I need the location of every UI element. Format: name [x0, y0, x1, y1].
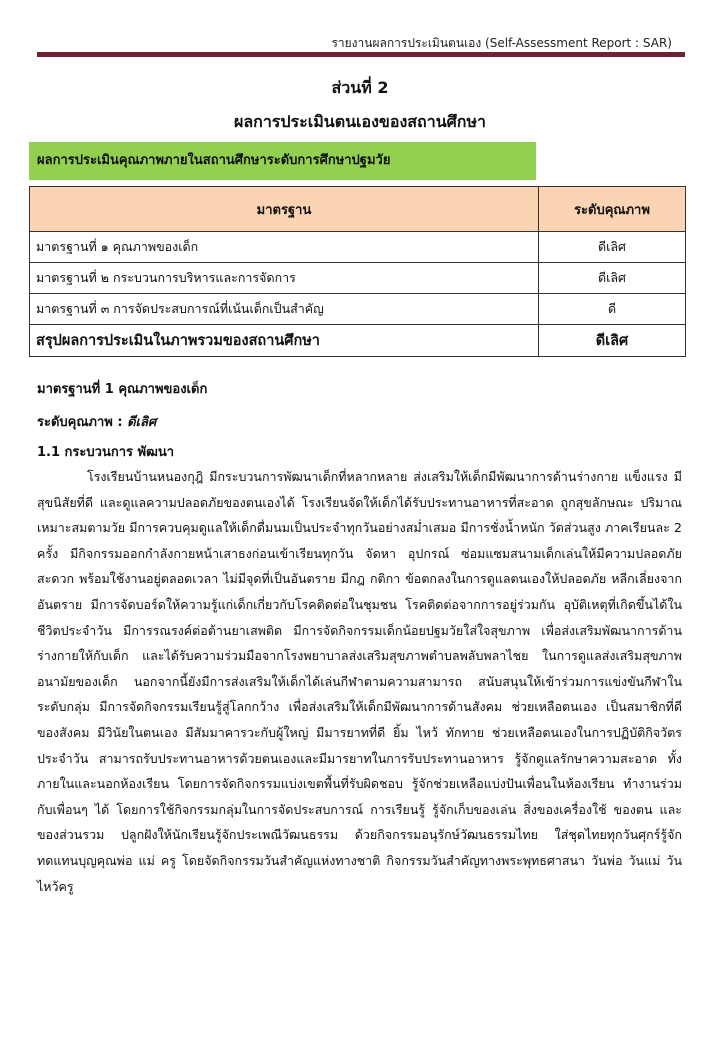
quality-value: ดีเลิศ — [127, 415, 157, 430]
standard-cell: มาตรฐานที่ ๑ คุณภาพของเด็ก — [30, 232, 539, 263]
body-text — [37, 464, 682, 899]
part-title: ส่วนที่ 2 — [331, 78, 389, 97]
standard-heading: มาตรฐานที่ 1 คุณภาพของเด็ก — [37, 382, 208, 397]
table-row — [30, 294, 686, 325]
standards-table — [29, 186, 686, 357]
table-row — [30, 232, 686, 263]
subsection-heading: 1.1 กระบวนการ พัฒนา — [37, 445, 175, 460]
report-header-title: รายงานผลการประเมินตนเอง (Self-Assessment Report : SAR) — [331, 36, 672, 50]
header-divider — [37, 52, 685, 57]
summary-label: สรุปผลการประเมินในภาพรวมของสถานศึกษา — [30, 325, 539, 357]
summary-row — [30, 325, 686, 357]
standard-cell: มาตรฐานที่ ๒ กระบวนการบริหารและการจัดการ — [30, 263, 539, 294]
column-header-level: ระดับคุณภาพ — [539, 187, 686, 232]
level-cell: ดีเลิศ — [539, 232, 686, 263]
paragraph: โรงเรียนบ้านหนองกุฎิ มีกระบวนการพัฒนาเด็กที่หลากหลาย ส่งเสริมให้เด็กมีพัฒนาการด้านร่างกาย แข็งแรง มีสุขนิสัยที่ดี และดูแลความปลอดภัยของตนเองได้ โรงเรียนจัดให้เด็กได้รับประทานอาหารที่สะอาด ถูกสุขลักษณะ ปริมาณเหมาะสมตามวัย มีการควบคุมดูแลให้เด็กดื่มนมเป็นประจำทุกวันอย่างสม่ำเสมอ มีการชั่งน้ำหนัก วัดส่วนสูง ภาคเรียนละ 2 ครั้ง มีกิจกรรมออกกำลังกายหน้าเสาธงก่อนเข้าเรียนทุกวัน จัดหา อุปกรณ์ ซ่อมแซมสนามเด็กเล่นให้มีความปลอดภัย สะดวก พร้อมใช้งานอยู่ตลอดเวลา ไม่มีจุดที่เป็นอันตราย มีกฎ กติกา ข้อตกลงในการดูแลตนเองให้ปลอดภัย หลีกเลี่ยงจากอันตราย มีการจัดบอร์ดให้ความรู้แก่เด็กเกี่ยวกับโรคติดต่อในชุมชน โรคติดต่อจากการอยู่ร่วมกัน อุบัติเหตุที่เกิดขึ้นได้ในชีวิตประจำวัน มีการรณรงค์ต่อต้านยาเสพติด มีการจัดกิจกรรมเด็กน้อยปฐมวัยใส่ใจสุขภาพ เพื่อส่งเสริมพัฒนาการด้านร่างกายให้กับเด็ก และได้รับความร่วมมือจากโรงพยาบาลส่งเสริมสุขภาพตำบลพลับพลาไชย ในการดูแลส่งเสริมสุขภาพอนามัยของเด็ก นอกจากนี้ยังมีการส่งเสริมให้เด็กได้เล่นกีฬาตามความสามารถ สนับสนุนให้เข้าร่วมการแข่งขันกีฬาในระดับกลุ่ม มีการจัดกิจกรรมเรียนรู้สู่โลกกว้าง เพื่อส่งเสริมให้เด็กมีพัฒนาการด้านสังคม ช่วยเหลือตนเอง เป็นสมาชิกที่ดีของสังคม มีวินัยในตนเอง มีสัมมาคารวะกับผู้ใหญ่ มีมารยาทที่ดี ยิ้ม ไหว้ ทักทาย ช่วยเหลือตนเองในการปฏิบัติกิจวัตรประจำวัน สามารถรับประทานอาหารด้วยตนเองและมีมารยาทในการรับประทานอาหาร รู้จักดูแลรักษาความสะอาด ทั้งภายในและนอกห้องเรียน โดยการจัดกิจกรรมแบ่งเขตพื้นที่รับผิดชอบ รู้จักช่วยเหลือแบ่งปันเพื่อนในห้องเรียน ทำงานร่วมกับเพื่อนๆ ได้ โดยการใช้กิจกรรมกลุ่มในการจัดประสบการณ์ การเรียนรู้ รู้จักเก็บของเล่น สิ่งของเครื่องใช้ ของตน และของส่วนรวม ปลูกฝังให้นักเรียนรู้จักประเพณีวัฒนธรรม ด้วยกิจกรรมอนุรักษ์วัฒนธรรมไทย ใส่ชุดไทยทุกวันศุกร์รู้จักทดแทนบุญคุณพ่อ แม่ ครู โดยจัดกิจกรรมวันสำคัญแห่งทางชาติ กิจกรรมวันสำคัญทางพระพุทธศาสนา วันพ่อ วันแม่ วันไหว้ครู — [37, 469, 682, 894]
level-cell: ดี — [539, 294, 686, 325]
summary-level: ดีเลิศ — [539, 325, 686, 357]
column-header-standard: มาตรฐาน — [30, 187, 539, 232]
section-title: ผลการประเมินตนเองของสถานศึกษา — [233, 112, 487, 131]
quality-line — [37, 411, 156, 432]
table-row — [30, 263, 686, 294]
level-cell: ดีเลิศ — [539, 263, 686, 294]
quality-label: ระดับคุณภาพ : — [37, 415, 128, 430]
standard-cell: มาตรฐานที่ ๓ การจัดประสบการณ์ที่เน้นเด็กเป็นสำคัญ — [30, 294, 539, 325]
section-banner: ผลการประเมินคุณภาพภายในสถานศึกษาระดับการศึกษาปฐมวัย — [29, 142, 536, 180]
table-header-row — [30, 187, 686, 232]
